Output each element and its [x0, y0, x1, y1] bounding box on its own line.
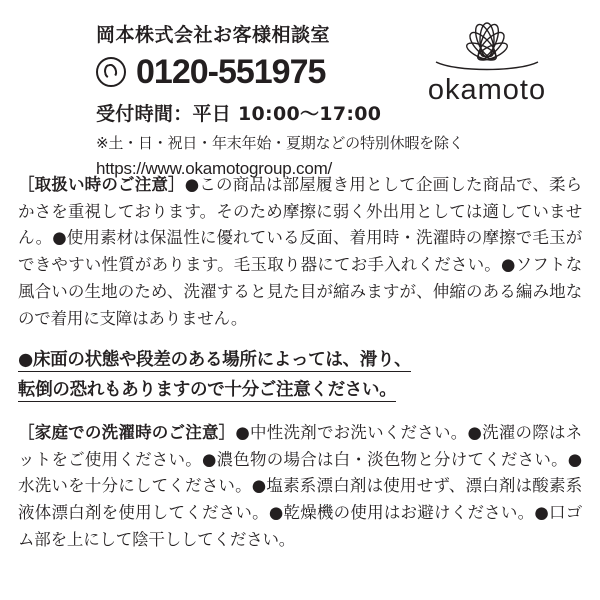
holiday-note: ※土・日・祝日・年末年始・夏期などの特別休暇を除く	[96, 134, 464, 152]
telephone-number: 0120-551975	[136, 53, 326, 91]
company-name: 岡本株式会社お客様相談室	[96, 24, 331, 46]
telephone-icon	[96, 57, 126, 87]
handling-body: ●この商品は部屋履き用として企画した商品で、柔らかさを重視しております。そのため摩擦に弱く外出用としては適していません。●使用素材は保温性に優れている反面、着用時・洗濯時の摩擦で毛玉ができやすい性質があります。毛玉取り器にてお手入れください。●ソフトな風合いの生地のため、洗濯すると見た目が縮みますが、伸縮のある編み地なので着用に支障はありません。	[18, 175, 582, 328]
business-hours: 受付時間：平日 10:00〜17:00	[96, 103, 382, 125]
slip-warning	[18, 346, 582, 406]
logo-wordmark: okamoto	[427, 74, 547, 106]
washing-heading: ［家庭での洗濯時のご注意］	[18, 422, 236, 442]
okamoto-lotus-mark	[428, 20, 546, 72]
slip-warning-line2: 転倒の恐れもありますので十分ご注意ください。	[18, 380, 397, 401]
website-url: https://www.okamotogroup.com/	[96, 159, 333, 178]
handling-heading: ［取扱い時のご注意］	[18, 175, 185, 194]
washing-section	[18, 420, 582, 554]
okamoto-logo	[392, 20, 582, 107]
slip-warning-line1: ●床面の状態や段差のある場所によっては、滑り、	[18, 350, 412, 371]
washing-body: ●中性洗剤でお洗いください。●洗濯の際はネットをご使用ください。●濃色物の場合は白・淡色物と分けてください。●水洗いを十分にしてください。●塩素系漂白剤は使用せず、漂白剤は酸素系液体漂白剤を使用してください。●乾燥機の使用はお避けください。●口ゴム部を上にして陰干ししてください。	[18, 422, 582, 549]
contact-header	[18, 20, 582, 178]
handling-section	[18, 172, 582, 332]
